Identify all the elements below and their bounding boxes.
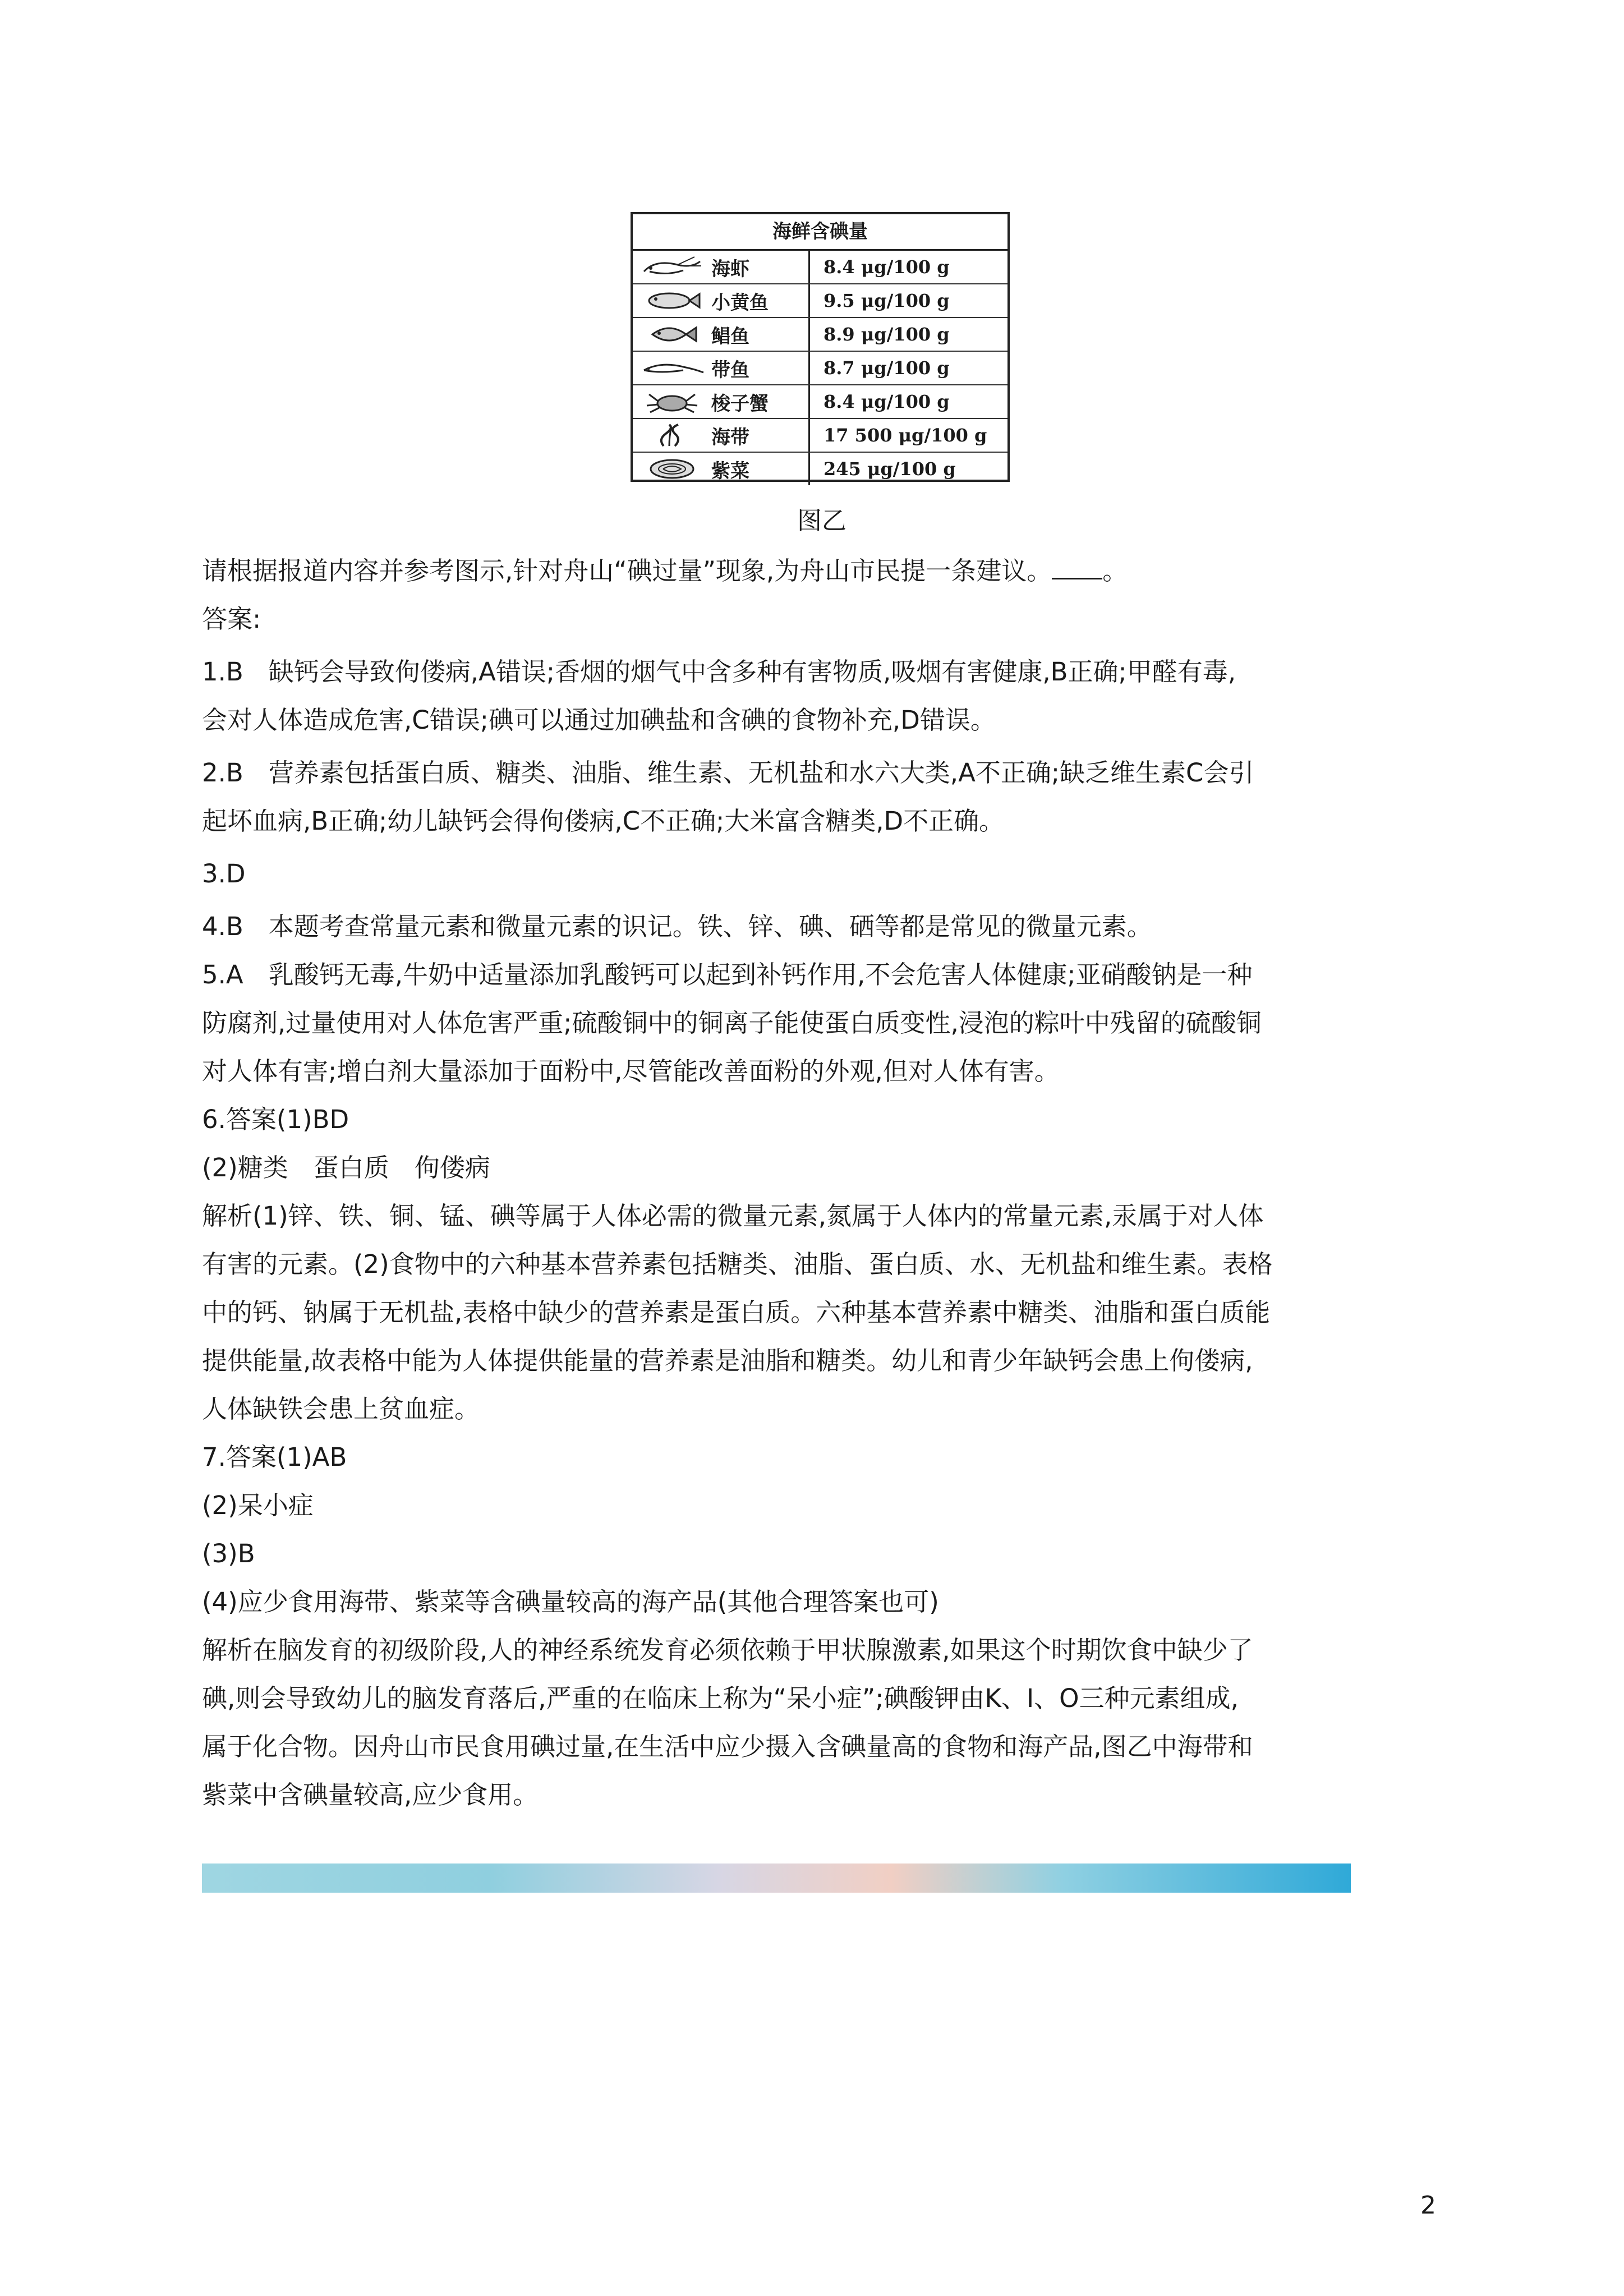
answer-line: (2)糖类 蛋白质 佝偻病	[202, 1153, 490, 1182]
iodine-value: 8.7 μg/100 g	[823, 357, 950, 379]
seafood-iodine-table	[631, 212, 1010, 482]
iodine-value: 245 μg/100 g	[823, 458, 956, 480]
answer-line: 6.答案(1)BD	[202, 1105, 349, 1134]
answer-line: 1.B 缺钙会导致佝偻病,A错误;香烟的烟气中含多种有害物质,吸烟有害健康,B正确;甲醛有毒,	[202, 657, 1236, 687]
table-row	[633, 251, 1007, 284]
table-row	[633, 385, 1007, 419]
answer-line: 中的钙、钠属于无机盐,表格中缺少的营养素是蛋白质。六种基本营养素中糖类、油脂和蛋白质能	[202, 1297, 1271, 1327]
seafood-name: 鲳鱼	[711, 325, 749, 348]
iodine-value: 8.9 μg/100 g	[823, 324, 950, 345]
table-row	[633, 318, 1007, 352]
answer-line: 4.B 本题考查常量元素和微量元素的识记。铁、锌、碘、硒等都是常见的微量元素。	[202, 912, 1152, 941]
table-row	[633, 453, 1007, 485]
answer-line: 有害的元素。(2)食物中的六种基本营养素包括糖类、油脂、蛋白质、水、无机盐和维生素。表格	[202, 1249, 1273, 1279]
answer-line: 2.B 营养素包括蛋白质、糖类、油脂、维生素、无机盐和水六大类,A不正确;缺乏维生素C会引	[202, 758, 1254, 788]
page-number: 2	[1420, 2191, 1436, 2220]
answer-line: 紫菜中含碘量较高,应少食用。	[202, 1780, 539, 1810]
question-text: 请根据报道内容并参考图示,针对舟山“碘过量”现象,为舟山市民提一条建议。	[202, 556, 1052, 586]
answer-text	[202, 547, 1492, 1819]
iodine-value: 8.4 μg/100 g	[823, 256, 950, 278]
decorative-gradient-bar	[202, 1864, 1351, 1893]
table-row	[633, 352, 1007, 385]
seafood-name: 小黄鱼	[711, 291, 769, 314]
hairtail-icon	[633, 354, 711, 382]
answer-line: (3)B	[202, 1539, 255, 1568]
answer-line: 5.A 乳酸钙无毒,牛奶中适量添加乳酸钙可以起到补钙作用,不会危害人体健康;亚硝酸钠是一种	[202, 960, 1253, 990]
answer-line: (4)应少食用海带、紫菜等含碘量较高的海产品(其他合理答案也可)	[202, 1587, 939, 1617]
yellow-croaker-icon	[633, 287, 711, 315]
answer-line: 7.答案(1)AB	[202, 1442, 347, 1472]
iodine-value: 8.4 μg/100 g	[823, 391, 950, 412]
shrimp-icon	[633, 253, 711, 281]
seafood-name: 带鱼	[711, 358, 749, 381]
question-end: 。	[1102, 556, 1128, 586]
question-line	[202, 547, 1492, 595]
iodine-value: 17 500 μg/100 g	[823, 425, 987, 446]
answer-line: 解析在脑发育的初级阶段,人的神经系统发育必须依赖于甲状腺激素,如果这个时期饮食中缺少了	[202, 1635, 1253, 1665]
seafood-name: 海虾	[711, 257, 749, 280]
answer-heading: 答案:	[202, 604, 261, 634]
answer-line: 人体缺铁会患上贫血症。	[202, 1394, 480, 1424]
answer-line: 防腐剂,过量使用对人体危害严重;硫酸铜中的铜离子能使蛋白质变性,浸泡的粽叶中残留的硫酸铜	[202, 1008, 1262, 1038]
answer-line: 提供能量,故表格中能为人体提供能量的营养素是油脂和糖类。幼儿和青少年缺钙会患上佝偻病,	[202, 1346, 1253, 1375]
table-title: 海鲜含碘量	[633, 214, 1007, 251]
answer-line: 会对人体造成危害,C错误;碘可以通过加碘盐和含碘的食物补充,D错误。	[202, 705, 996, 735]
table-row	[633, 419, 1007, 453]
answer-line: 属于化合物。因舟山市民食用碘过量,在生活中应少摄入含碘量高的食物和海产品,图乙中海带和	[202, 1732, 1253, 1761]
answer-line: (2)呆小症	[202, 1490, 314, 1520]
seafood-name: 海带	[711, 426, 749, 449]
answer-line: 3.D	[202, 859, 246, 889]
pomfret-icon	[633, 320, 711, 348]
answer-line: 碘,则会导致幼儿的脑发育落后,严重的在临床上称为“呆小症”;碘酸钾由K、I、O三种元素组成,	[202, 1683, 1239, 1713]
seaweed-icon	[633, 455, 711, 483]
figure-caption: 图乙	[797, 507, 846, 535]
answer-line: 起坏血病,B正确;幼儿缺钙会得佝偻病,C不正确;大米富含糖类,D不正确。	[202, 806, 1005, 836]
seafood-name: 紫菜	[711, 459, 749, 482]
iodine-value: 9.5 μg/100 g	[823, 290, 950, 311]
answer-line: 对人体有害;增白剂大量添加于面粉中,尽管能改善面粉的外观,但对人体有害。	[202, 1056, 1060, 1086]
crab-icon	[633, 388, 711, 416]
kelp-icon	[633, 421, 711, 449]
table-row	[633, 284, 1007, 318]
answer-blank	[1052, 555, 1102, 579]
seafood-name: 梭子蟹	[711, 392, 769, 415]
answer-line: 解析(1)锌、铁、铜、锰、碘等属于人体必需的微量元素,氮属于人体内的常量元素,汞属于对人体	[202, 1201, 1264, 1231]
